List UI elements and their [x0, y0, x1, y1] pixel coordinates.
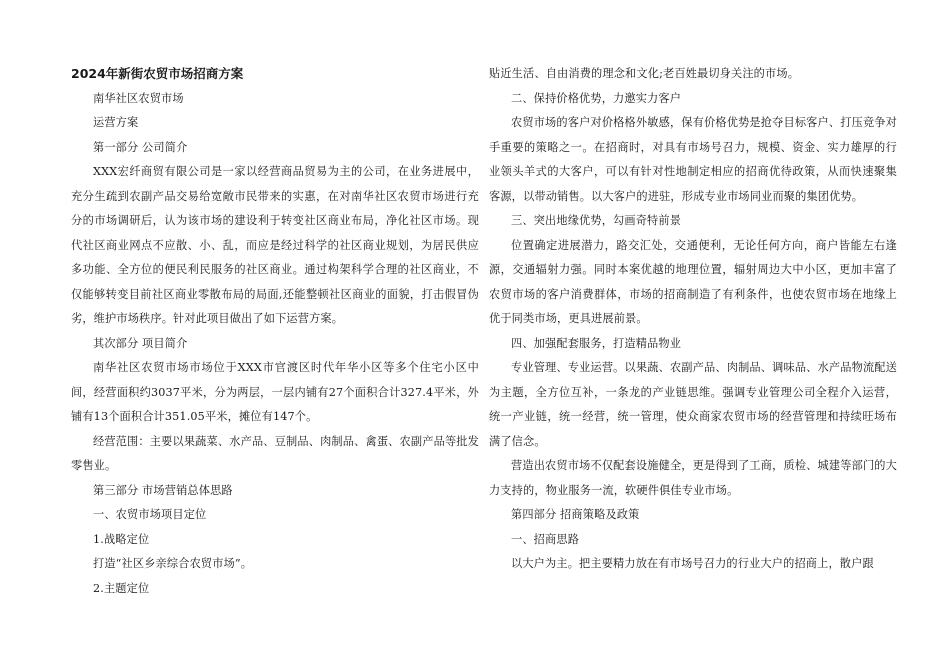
subheading: 二、保持价格优势，力邀实力客户 — [511, 91, 682, 105]
document-title: 2024年新街农贸市场招商方案 — [71, 66, 244, 81]
section-heading: 第一部分 公司简介 — [93, 140, 188, 154]
right-column — [489, 62, 897, 577]
subheading: 一、农贸市场项目定位 — [93, 508, 207, 521]
subheading: 2.主题定位 — [93, 581, 150, 595]
paragraph: 以大户为主。把主要精力放在有市场号召力的行业大户的招商上，散户跟 — [511, 557, 874, 570]
section-heading: 其次部分 项目简介 — [93, 336, 188, 350]
subheading: 一、招商思路 — [511, 532, 580, 546]
paragraph: 位置确定进展潜力，路交汇处，交通便利，无论任何方向，商户皆能左右逢源，交通辐射力强。同时本案优越的地理位置，辐射周边大中小区，更加丰富了农贸市场的客户消费群体，市场的招商制造了有利条件，也使农贸市场在地缘上优于同类市场，更具进展前景。 — [489, 238, 897, 325]
paragraph: 贴近生活、自由消费的理念和文化;老百姓最切身关注的市场。 — [489, 67, 800, 80]
subheading: 1.战略定位 — [93, 532, 150, 546]
paragraph: 营造出农贸市场不仅配套设施健全，更是得到了工商，质检、城建等部门的大力支持的，物业服务一流，软硬件俱佳专业市场。 — [489, 459, 897, 497]
paragraph: 南华社区农贸市场 — [93, 91, 184, 105]
paragraph: 专业管理、专业运营。以果蔬、农副产品、肉制品、调味品、水产品物流配送为主题，全方位互补，一条龙的产业链思维。强调专业管理公司全程介入运营，统一产业链，统一经营，统一管理，使众商家农贸市场的经营管理和持续旺场布满了信念。 — [489, 361, 897, 448]
paragraph: 运营方案 — [93, 116, 139, 129]
subheading: 三、突出地缘优势，勾画奇特前景 — [511, 214, 682, 227]
left-column — [71, 62, 479, 601]
paragraph: XXX宏纤商贸有限公司是一家以经营商品贸易为主的公司，在业务进展中，充分生疏到农副产品交易给宽敞市民带来的实惠，在对南华社区农贸市场进行充分的市场调研后，认为该市场的建设利于转变社区商业布局，净化社区市场。现代社区商业网点不应散、小、乱，而应是经过科学的社区商业规划，为居民供应多功能、全方位的便民利民服务的社区商业。通过构架科学合理的社区商业，不仅能够转变目前社区商业零散布局的局面,还能整顿社区商业的面貌，打击假冒伪劣，维护市场秩序。针对此项目做出了如下运营方案。 — [71, 165, 479, 325]
paragraph: 南华社区农贸市场市场位于XXX市官渡区时代年华小区等多个住宅小区中间，经营面积约3037平米，分为两层，一层内铺有27个面积合计327.4平米，外铺有13个面积合计351.05平米，摊位有147个。 — [71, 361, 479, 423]
subheading: 四、加强配套服务，打造精品物业 — [511, 336, 682, 350]
section-heading: 第三部分 市场营销总体思路 — [93, 483, 233, 497]
paragraph: 经营范围：主要以果蔬菜、水产品、豆制品、肉制品、禽蛋、农副产品等批发零售业。 — [71, 434, 479, 472]
paragraph: 打造“社区乡亲综合农贸市场”。 — [93, 557, 253, 570]
paragraph: 农贸市场的客户对价格格外敏感，保有价格优势是抢夺目标客户、打压竞争对手重要的策略之一。在招商时，对具有市场号召力，规模、资金、实力雄厚的行业领头羊式的大客户，可以有针对性地制定相应的招商优待政策，从而快速聚集客源，以带动销售。以大客户的进驻，形成专业市场同业而聚的集团优势。 — [489, 116, 897, 203]
section-heading: 第四部分 招商策略及政策 — [511, 508, 640, 521]
